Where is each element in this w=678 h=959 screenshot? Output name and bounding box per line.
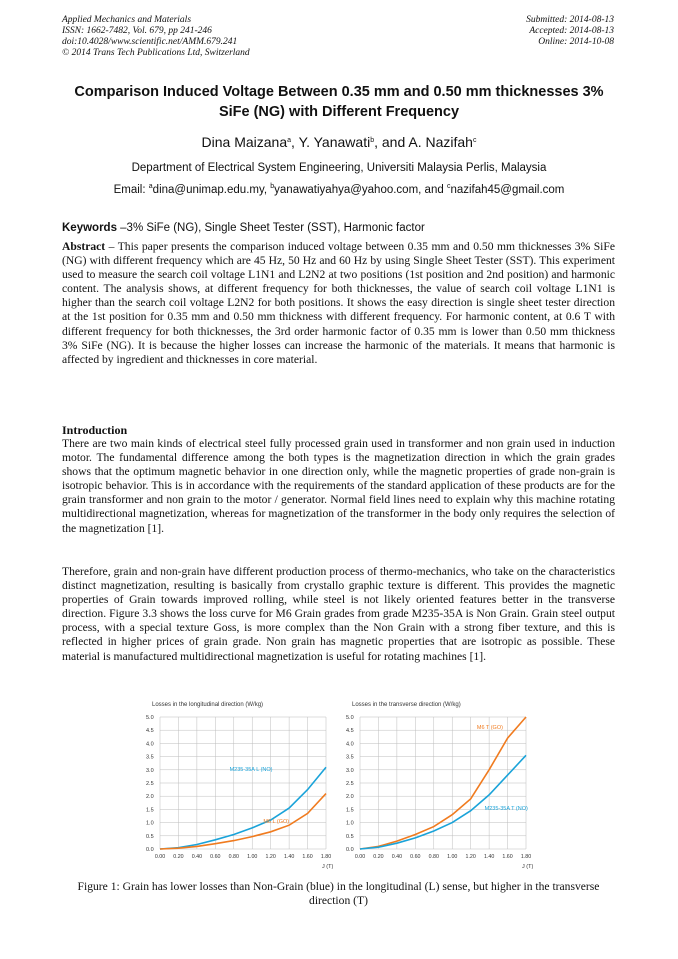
abstract [62,240,615,367]
x-axis-label: J (T) [522,864,534,870]
x-tick-label: 1.40 [483,854,495,860]
y-tick-label: 0.5 [346,833,354,840]
body-paragraph: There are two main kinds of electrical steel fully processed grain used in transformer and non grain used in induction motor. The fundamental difference among the both types is the magnetization direction in which the grain grades shows that the optimum magnetic behavior in one direction only, while the magnetic properties of grade non-grain is isotropic behavior. This is in accordance with the requirements of the standard application of these products are for the grain transformer and non grain to the motor / generator. Normal field lines need to explain why this machine rotating multidirectional magnetization, whereas for magnetization of the transformer in the body only requires the selection of the magnetization [1]. [62,437,615,535]
chart-panel [146,702,333,870]
y-tick-label: 4.0 [346,741,354,748]
x-tick-label: 1.20 [465,854,476,860]
email-label: Email: [113,184,149,196]
x-tick-label: 0.60 [410,854,421,860]
series-line [160,794,326,849]
x-tick-label: 1.00 [247,854,258,860]
email-superscript: c [446,183,451,190]
author-superscript: b [370,137,375,144]
keywords-text: –3% SiFe (NG), Single Sheet Tester (SST), Harmonic factor [116,222,425,234]
journal-name: Applied Mechanics and Materials [62,15,192,25]
series-label: M6 T (GO) [476,724,503,731]
email-line [62,184,616,196]
y-tick-label: 3.0 [146,767,154,774]
y-tick-label: 1.5 [146,807,154,814]
y-tick-label: 2.0 [146,794,154,801]
online-date: Online: 2014-10-08 [538,37,614,47]
author-name: A. Nazifah [408,134,473,150]
x-tick-label: 1.40 [283,854,295,860]
email-address: dina@unimap.edu.my, [152,184,271,196]
y-tick-label: 3.5 [146,754,154,761]
series-line [360,755,526,849]
figure-caption: Figure 1: Grain has lower losses than Non-Grain (blue) in the longitudinal (L) sense, but higher in the transverse direction (T) [77,880,600,907]
x-tick-label: 1.20 [265,854,276,860]
abstract-label: Abstract [62,240,106,253]
y-tick-label: 1.0 [146,820,154,827]
y-tick-label: 2.0 [346,794,354,801]
x-tick-label: 0.80 [428,854,439,860]
y-tick-label: 0.0 [146,847,154,853]
y-tick-label: 3.0 [346,767,354,774]
email-address: nazifah45@gmail.com [450,184,565,196]
journal-header-left [62,15,250,59]
chart-title: Losses in the transverse direction (W/kg) [352,702,461,708]
email-address: yanawatiyahya@yahoo.com, and [274,184,447,196]
y-tick-label: 2.5 [146,781,154,787]
accepted-date: Accepted: 2014-08-13 [529,26,614,36]
journal-header-right [526,15,614,48]
y-tick-label: 3.5 [346,754,354,761]
submitted-date: Submitted: 2014-08-13 [526,15,614,25]
affiliation: Department of Electrical System Engineering, Universiti Malaysia Perlis, Malaysia [131,162,547,174]
x-tick-label: 0.00 [154,854,166,860]
series-line [160,767,326,849]
y-tick-label: 0.0 [346,847,354,853]
body-paragraph: Therefore, grain and non-grain have different production process of thermo-mechanics, who take on the characteristics distinct magnetization, resulting is basically from crystallo graphic texture is different. This provides the magnetic properties of Grain towards improved rolling, while steel is not likely oriented features better in the transverse direction. Figure 3.3 shows the loss curve for M6 Grain grades from grade M235-35A is Non Grain. Grain steel output process, with a special texture Goss, is more complex than the Non Grain with a strong fiber texture, and this is reflected in higher prices of grain grade. Non grain has magnetic properties that are isotropic as possible. These material is manufactured multidirectional magnetization is useful for rotating machines [1]. [62,565,615,663]
figure-1 [140,697,536,875]
author-superscript: c [472,137,477,144]
email-superscript: a [148,183,153,190]
x-tick-label: 0.20 [173,854,184,860]
chart-panel [346,702,533,870]
y-tick-label: 5.0 [146,715,154,721]
journal-doi: doi:10.4028/www.scientific.net/AMM.679.241 [62,37,238,47]
author-name: Y. Yanawati [298,134,371,150]
x-tick-label: 1.80 [520,854,532,860]
author-separator: , [291,134,299,150]
y-tick-label: 4.0 [146,741,154,748]
author-list [62,134,616,150]
series-label: M235-35A T (NO) [484,805,528,812]
y-tick-label: 4.5 [146,728,154,735]
author-superscript: a [287,137,292,144]
journal-issn: ISSN: 1662-7482, Vol. 679, pp 241-246 [62,26,212,36]
email-superscript: b [270,183,275,190]
x-tick-label: 1.60 [502,854,513,860]
x-tick-label: 0.40 [391,854,403,860]
chart-title: Losses in the longitudinal direction (W/kg) [152,702,264,708]
x-tick-label: 0.20 [373,854,384,860]
series-label: M6 L (GO) [263,819,290,826]
x-tick-label: 1.80 [320,854,332,860]
x-axis-label: J (T) [322,864,334,870]
y-tick-label: 1.0 [346,820,354,827]
series-label: M235-35A L (NO) [229,767,273,774]
x-tick-label: 1.60 [302,854,313,860]
author-separator: , and [374,134,409,150]
paper-title: Comparison Induced Voltage Between 0.35 mm and 0.50 mm thicknesses 3% SiFe (NG) with Different Frequency [74,84,604,120]
section-heading: Introduction [62,423,128,437]
y-tick-label: 4.5 [346,728,354,735]
abstract-text: – This paper presents the comparison induced voltage between 0.35 mm and 0.50 mm thicknesses 3% SiFe (NG) with different frequency which are 45 Hz, 50 Hz and 60 Hz by using Single Sheet Tester (SST). This experiment used to measure the search coil voltage L1N1 and L2N2 at two positions (1st position and 2nd position) and harmonic content. The analysis shows, at different frequency for both thicknesses, the value of search coil voltage L1N1 is higher than the search coil voltage L2N2 for both positions. It shows the easy direction is single sheet tester direction at the 1st position for 0.35 mm and 0.50 mm thickness with different frequency. For harmonic content, at 0.6 T with different frequency for both thicknesses, the 3rd order harmonic factor of 0.35 mm is lower than 0.50 mm thickness 3% SiFe (NG). It is because the higher losses can increase the harmonic of the materials. It means that harmonic is affected by ingredient and thicknesses in core material. [62,240,615,366]
x-tick-label: 0.40 [191,854,203,860]
y-tick-label: 5.0 [346,715,354,721]
x-tick-label: 0.60 [210,854,221,860]
keywords [62,222,425,234]
author-name: Dina Maizana [201,134,288,150]
keywords-label: Keywords [62,222,117,234]
x-tick-label: 1.00 [447,854,458,860]
y-tick-label: 1.5 [346,807,354,814]
journal-copyright: © 2014 Trans Tech Publications Ltd, Switzerland [62,48,250,58]
x-tick-label: 0.80 [228,854,239,860]
y-tick-label: 2.5 [346,781,354,787]
y-tick-label: 0.5 [146,833,154,840]
x-tick-label: 0.00 [354,854,366,860]
